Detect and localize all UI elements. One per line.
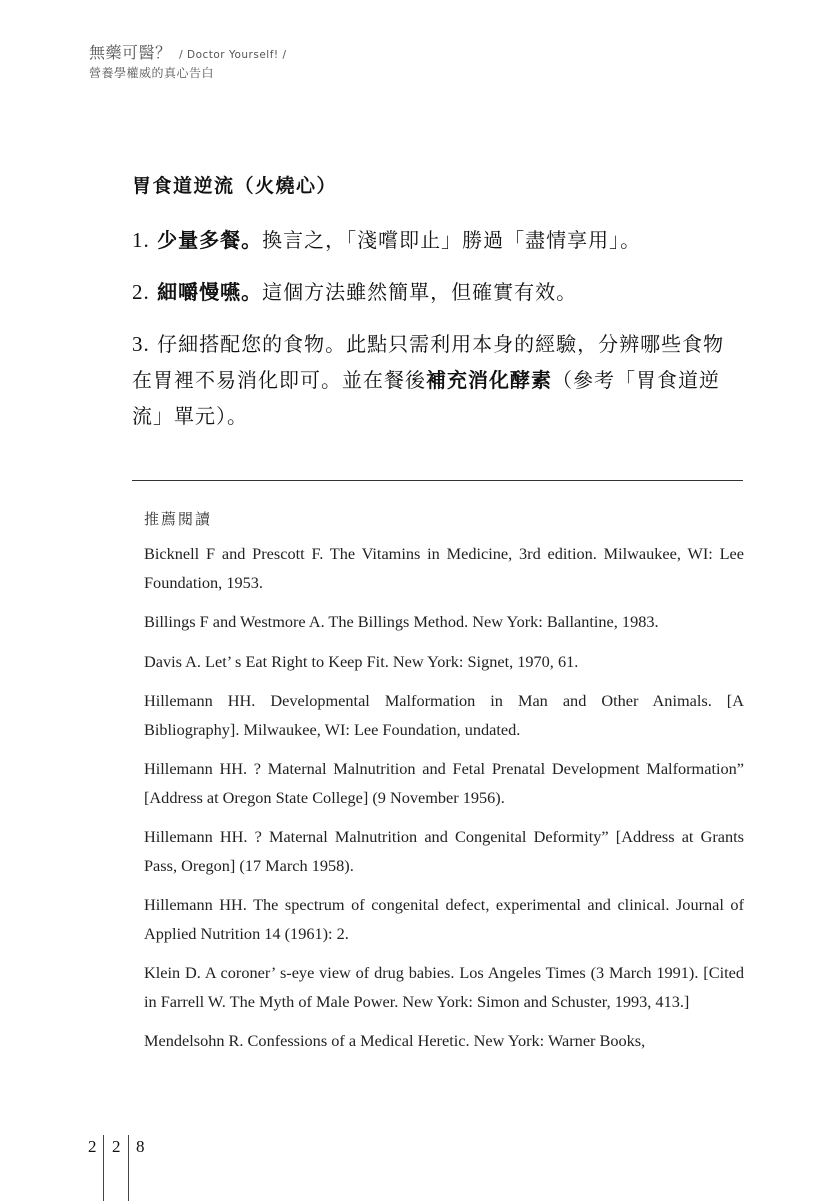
tip-number: 3. — [132, 332, 150, 356]
book-title: 無藥可醫？ — [89, 43, 172, 62]
tip-emphasis: 少量多餐。 — [157, 228, 263, 252]
reference-item: Hillemann HH. The spectrum of congenital defect, experimental and clinical. Journal of Applied Nutrition 14 (1961): 2. — [144, 895, 744, 943]
tip-item — [132, 274, 744, 310]
tip-text: 仔細搭配您的食物。此點只需利用本身的經驗，分辨哪些食物在胃裡不易消化即可。並在餐後 — [132, 332, 725, 392]
recommended-reading-title: 推薦閱讀 — [144, 510, 213, 528]
tip-emphasis: 補充消化酵素 — [426, 368, 552, 392]
tip-text: （參考「胃食道逆流」單元）。 — [132, 368, 720, 428]
reference-item: Mendelsohn R. Confessions of a Medical Heretic. New York: Warner Books, — [144, 1031, 646, 1050]
tip-text: 這個方法雖然簡單，但確實有效。 — [262, 280, 578, 304]
section-title: 胃食道逆流（火燒心） — [132, 175, 338, 197]
tip-item — [132, 222, 744, 258]
tip-item — [132, 326, 744, 434]
page-number-digit: 2 — [88, 1137, 97, 1156]
tip-number: 1. — [132, 228, 150, 252]
reference-item: Hillemann HH. Developmental Malformation in Man and Other Animals. [A Bibliography]. Milwaukee, WI: Lee Foundation, undated. — [144, 691, 744, 739]
tip-text: 換言之，「淺嚐即止」勝過「盡情享用」。 — [262, 228, 642, 252]
tip-number: 2. — [132, 280, 150, 304]
reference-item: Davis A. Let’ s Eat Right to Keep Fit. New York: Signet, 1970, 61. — [144, 651, 579, 671]
page-number-digit: 8 — [136, 1137, 145, 1156]
page-number-footer — [0, 1135, 200, 1201]
reference-item: Hillemann HH. ? Maternal Malnutrition and Fetal Prenatal Development Malformation” [Address at Oregon State College] (9 November 1956). — [144, 759, 744, 807]
footer-rule — [103, 1135, 104, 1201]
running-header — [89, 40, 287, 81]
reference-list — [144, 540, 744, 1067]
reference-item: Hillemann HH. ? Maternal Malnutrition and Congenital Deformity” [Address at Grants Pass, Oregon] (17 March 1958). — [144, 827, 744, 875]
reference-item: Klein D. A coroner’ s-eye view of drug babies. Los Angeles Times (3 March 1991). [Cited in Farrell W. The Myth of Male Power. New York: Simon and Schuster, 1993, 413.] — [144, 963, 744, 1011]
reference-item: Bicknell F and Prescott F. The Vitamins in Medicine, 3rd edition. Milwaukee, WI: Lee Foundation, 1953. — [144, 544, 744, 592]
footer-rule — [128, 1135, 129, 1201]
book-subtitle: 營養學權威的真心告白 — [89, 66, 215, 80]
book-title-english: / Doctor Yourself! / — [179, 49, 287, 61]
tip-emphasis: 細嚼慢嚥。 — [157, 280, 263, 304]
page-number-digit: 2 — [112, 1137, 121, 1156]
section-divider — [132, 480, 743, 481]
reference-item: Billings F and Westmore A. The Billings Method. New York: Ballantine, 1983. — [144, 612, 659, 631]
book-title-line — [89, 40, 287, 63]
